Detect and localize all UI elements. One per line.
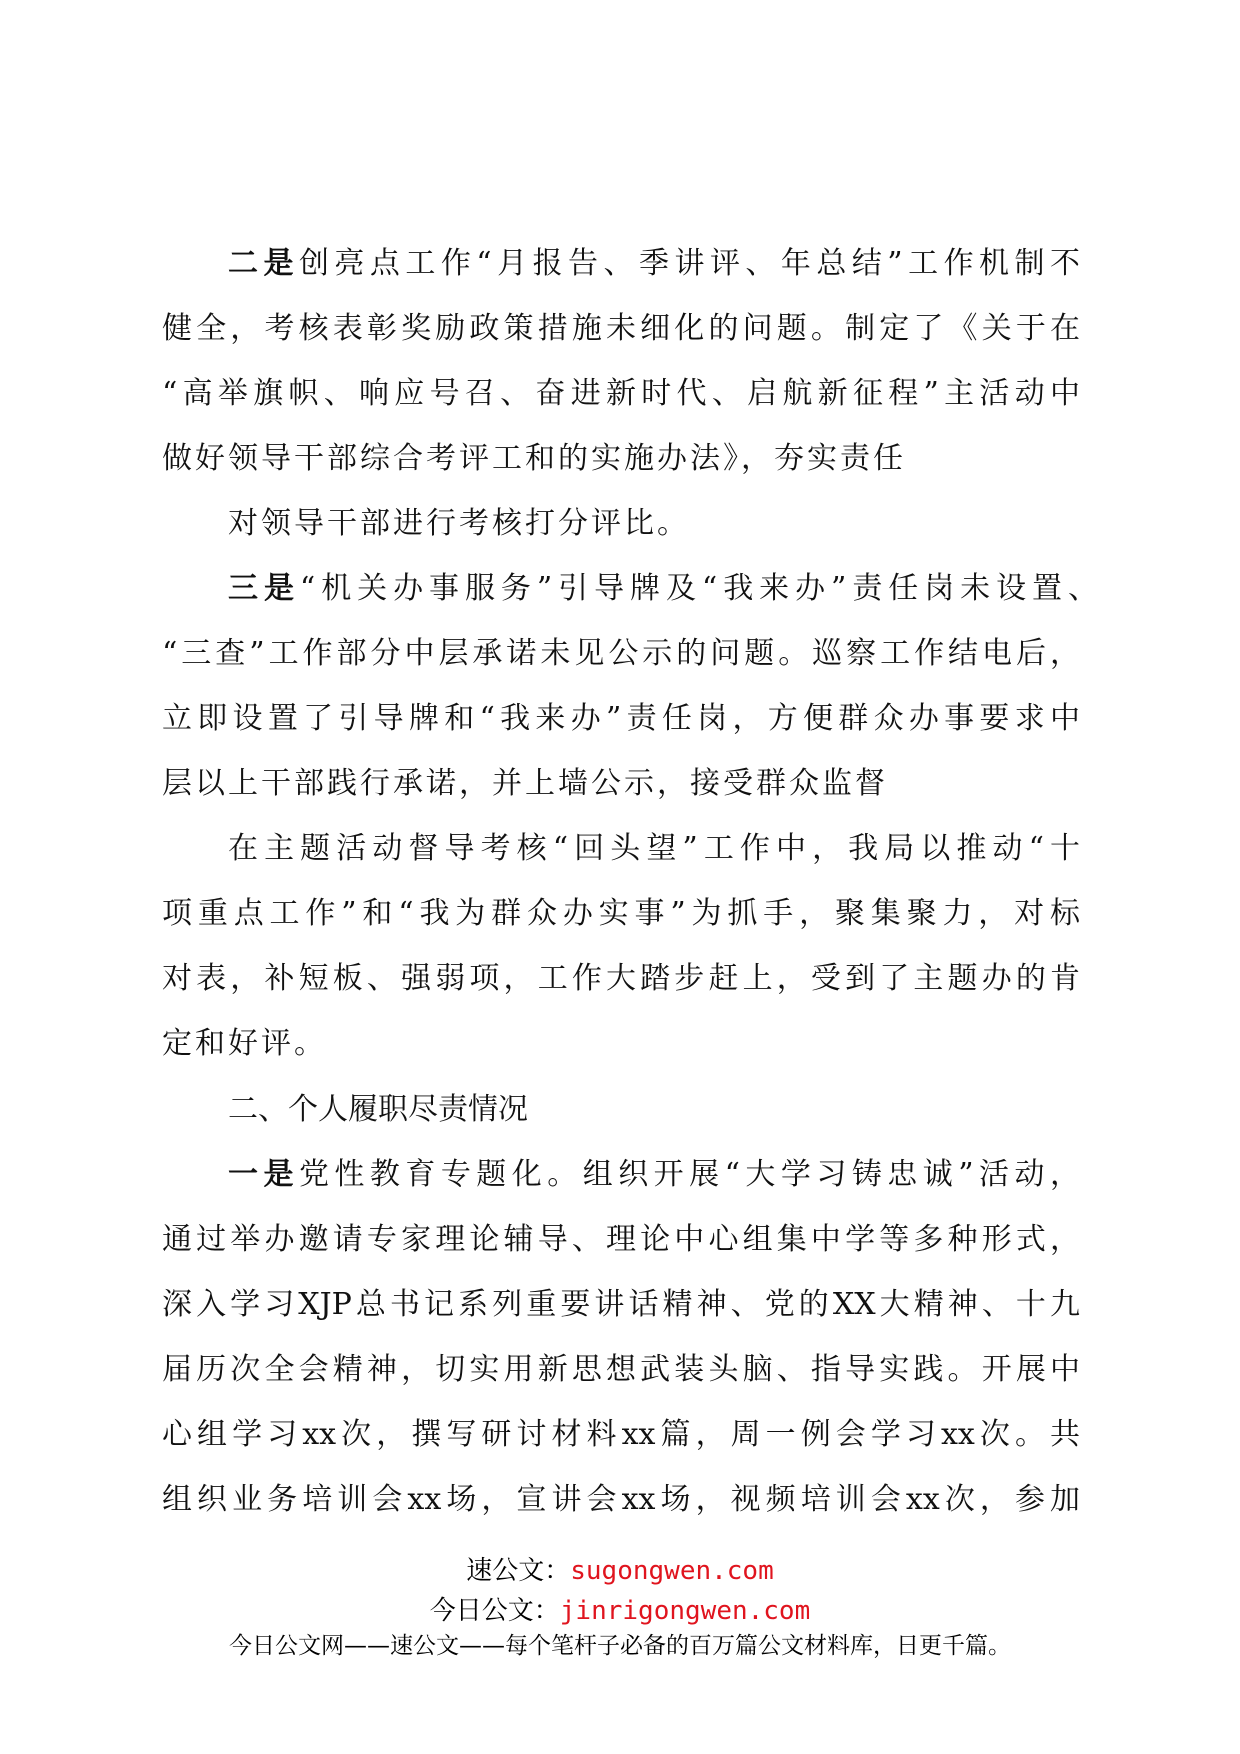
line-text: 创亮点工作“月报告、季讲评、年总结”工作机制不	[298, 246, 1080, 281]
footer-jinrigongwen	[0, 1590, 1240, 1627]
paragraph-line: 组织业务培训会xx场，宣讲会xx场，视频培训会xx次，参加	[162, 1482, 1080, 1517]
paragraph-line: 层以上干部践行承诺，并上墙公示，接受群众监督	[162, 766, 888, 801]
paragraph-line: “高举旗帜、响应号召、奋进新时代、启航新征程”主活动中	[162, 376, 1080, 411]
footer-link-sugongwen[interactable]: sugongwen.com	[570, 1556, 774, 1586]
paragraph-line: 通过举办邀请专家理论辅导、理论中心组集中学等多种形式，	[162, 1222, 1080, 1257]
paragraph-line: 届历次全会精神，切实用新思想武装头脑、指导实践。开展中	[162, 1352, 1080, 1387]
section-heading: 二、个人履职尽责情况	[228, 1092, 528, 1127]
paragraph-line: “三查”工作部分中层承诺未见公示的问题。巡察工作结电后，	[162, 636, 1080, 671]
footer-slogan: 今日公文网——速公文——每个笔杆子必备的百万篇公文材料库，日更千篇。	[229, 1633, 1011, 1659]
bold-lead: 二是	[228, 246, 299, 281]
paragraph-line: 深入学习XJP总书记系列重要讲话精神、党的XX大精神、十九	[162, 1287, 1080, 1322]
paragraph-line: 在主题活动督导考核“回头望”工作中，我局以推动“十	[228, 831, 1080, 866]
paragraph-line	[228, 244, 1080, 284]
footer-label: 速公文：	[466, 1556, 571, 1586]
paragraph-line: 对领导干部进行考核打分评比。	[228, 506, 690, 541]
line-text: 党性教育专题化。组织开展“大学习铸忠诚”活动，	[298, 1157, 1080, 1192]
paragraph-line	[228, 1155, 1080, 1195]
footer-sugongwen	[0, 1550, 1240, 1587]
bold-lead: 一是	[228, 1157, 299, 1192]
bold-lead: 三是	[228, 571, 300, 606]
footer-label: 今日公文：	[429, 1596, 560, 1626]
footer-link-jinrigongwen[interactable]: jinrigongwen.com	[559, 1596, 811, 1626]
paragraph-line	[228, 569, 1098, 609]
paragraph-line: 做好领导干部综合考评工和的实施办法》，夯实责任	[162, 441, 906, 476]
paragraph-line: 立即设置了引导牌和“我来办”责任岗，方便群众办事要求中	[162, 701, 1080, 736]
paragraph-line: 定和好评。	[162, 1026, 327, 1061]
paragraph-line: 心组学习xx次，撰写研讨材料xx篇，周一例会学习xx次。共	[162, 1417, 1080, 1452]
paragraph-line: 对表，补短板、强弱项，工作大踏步赶上，受到了主题办的肯	[162, 961, 1080, 996]
paragraph-line: 项重点工作”和“我为群众办实事”为抓手，聚集聚力，对标	[162, 896, 1080, 931]
paragraph-line: 健全，考核表彰奖励政策措施未细化的问题。制定了《关于在	[162, 311, 1080, 346]
line-text: “机关办事服务”引导牌及“我来办”责任岗未设置、	[299, 571, 1099, 606]
